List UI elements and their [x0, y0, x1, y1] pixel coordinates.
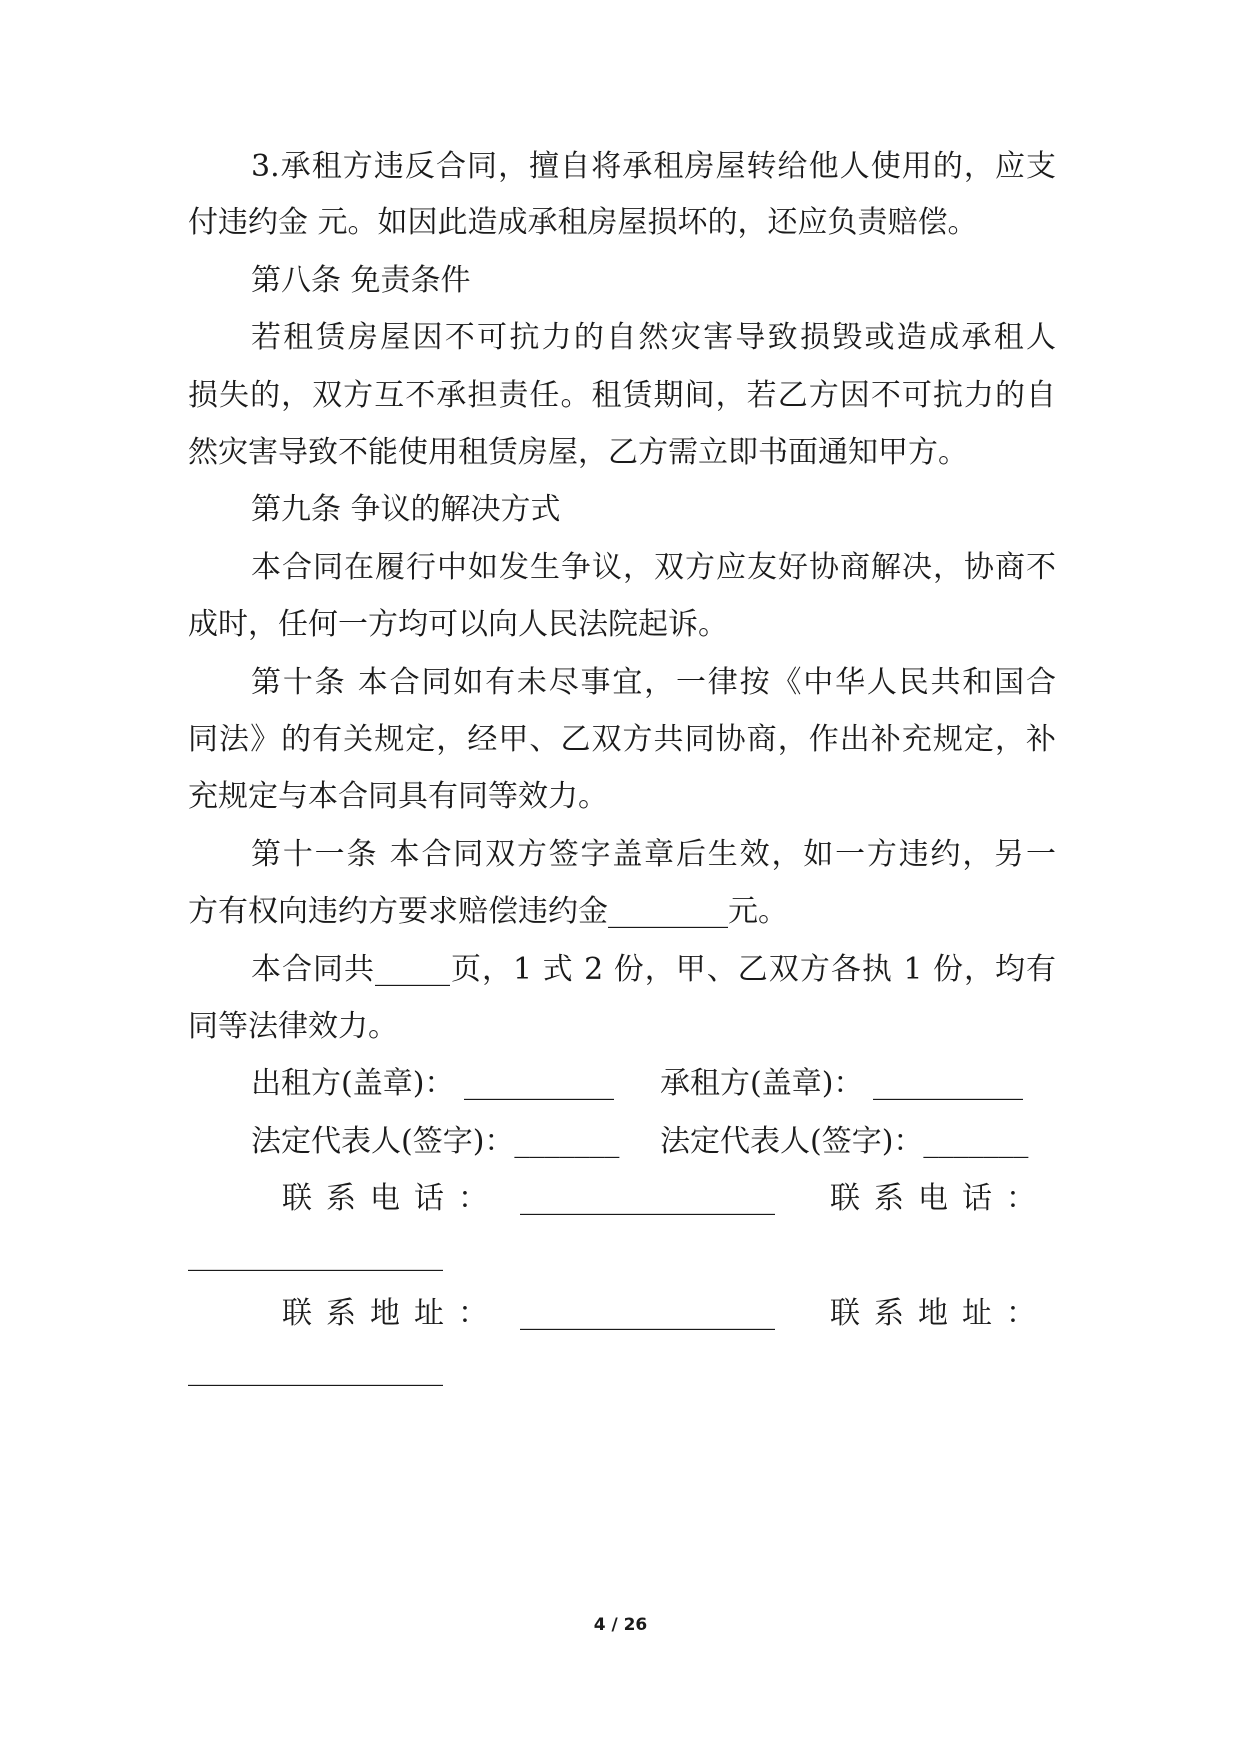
phone-label-left: 联系电话：	[282, 1181, 502, 1216]
address-blank-right: _________________	[188, 1352, 443, 1387]
closing-line1: 本合同共_____页，1 式 2 份，甲、乙双方各执 1 份，均有	[251, 952, 1056, 987]
address-label-right: 联系地址：	[830, 1296, 1050, 1331]
closing-line2: 同等法律效力。	[188, 1009, 398, 1044]
clause9-line2: 成时，任何一方均可以向人民法院起诉。	[188, 607, 728, 642]
clause9-heading: 第九条 争议的解决方式	[251, 492, 561, 527]
clause8-heading: 第八条 免责条件	[251, 263, 471, 298]
clause8-line1: 若租赁房屋因不可抗力的自然灾害导致损毁或造成承租人	[251, 320, 1056, 355]
lessee-representative-field: 法定代表人(签字)：_______	[660, 1124, 1029, 1159]
phone-blank-left: _________________	[520, 1181, 775, 1216]
clause10-line1: 第十条 本合同如有未尽事宜，一律按《中华人民共和国合	[251, 665, 1056, 700]
phone-blank-right: _________________	[188, 1237, 443, 1272]
clause10-line3: 充规定与本合同具有同等效力。	[188, 779, 608, 814]
clause7-item3-line1: 3.承租方违反合同，擅自将承租房屋转给他人使用的，应支	[251, 149, 1056, 184]
clause7-item3-line2: 付违约金 元。如因此造成承租房屋损坏的，还应负责赔偿。	[188, 205, 978, 240]
phone-label-right: 联系电话：	[830, 1181, 1050, 1216]
clause8-line3: 然灾害导致不能使用租赁房屋，乙方需立即书面通知甲方。	[188, 435, 968, 470]
lessee-seal-field: 承租方(盖章)： __________	[660, 1066, 1023, 1101]
clause11-line2: 方有权向违约方要求赔偿违约金________元。	[188, 894, 788, 929]
clause9-line1: 本合同在履行中如发生争议，双方应友好协商解决，协商不	[251, 550, 1056, 585]
lessor-seal-field: 出租方(盖章)： __________	[251, 1066, 614, 1101]
clause10-line2: 同法》的有关规定，经甲、乙双方共同协商，作出补充规定，补	[188, 722, 1056, 757]
page-number: 4 / 26	[593, 1615, 648, 1635]
lessor-representative-field: 法定代表人(签字)：_______	[251, 1124, 620, 1159]
clause8-line2: 损失的，双方互不承担责任。租赁期间，若乙方因不可抗力的自	[188, 378, 1056, 413]
address-blank-left: _________________	[520, 1296, 775, 1331]
address-label-left: 联系地址：	[282, 1296, 502, 1331]
clause11-line1: 第十一条 本合同双方签字盖章后生效，如一方违约，另一	[251, 837, 1056, 872]
